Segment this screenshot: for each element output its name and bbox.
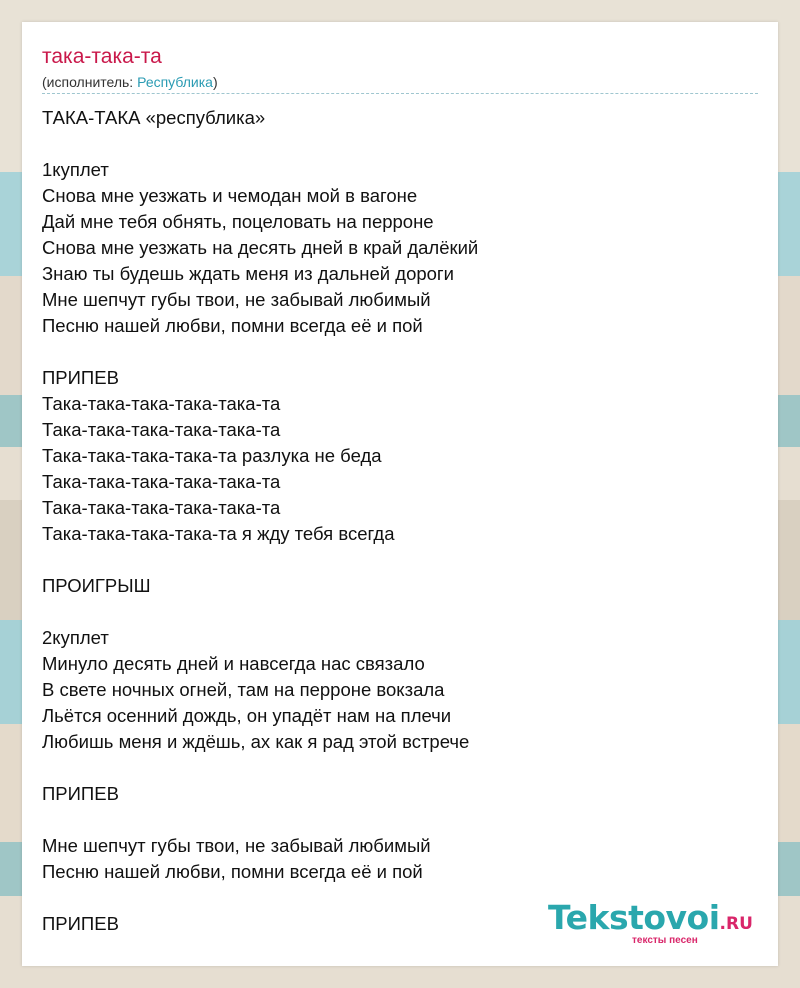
lyric-line: ПРИПЕВ [42,367,119,388]
lyric-blank-line [42,547,478,573]
lyric-line: Така-така-така-така-така-та [42,419,281,440]
lyric-line: Любишь меня и ждёшь, ах как я рад этой встрече [42,731,470,752]
lyric-line: Снова мне уезжать на десять дней в край далёкий [42,237,479,258]
lyric-line: Така-така-така-така-така-та [42,471,281,492]
lyric-line: Мне шепчут губы твои, не забывай любимый [42,835,431,856]
lyric-line: 1куплет [42,159,109,180]
lyric-line: Така-така-така-така-та я жду тебя всегда [42,523,395,544]
lyric-blank-line [42,755,478,781]
lyric-line: В свете ночных огней, там на перроне вокзала [42,679,445,700]
lyric-line: Льётся осенний дождь, он упадёт нам на плечи [42,705,452,726]
lyric-line: Минуло десять дней и навсегда нас связало [42,653,425,674]
lyric-line: Мне шепчут губы твои, не забывай любимый [42,289,431,310]
lyric-line: Песню нашей любви, помни всегда её и пой [42,315,423,336]
lyrics-card [22,22,778,966]
site-logo[interactable] [548,900,758,948]
lyric-blank-line [42,599,478,625]
lyrics-text [42,105,478,937]
lyric-line: Така-така-така-така-та разлука не беда [42,445,382,466]
lyric-line: ПРИПЕВ [42,913,119,934]
lyric-line: ТАКА-ТАКА «республика» [42,107,266,128]
lyric-blank-line [42,807,478,833]
lyric-line: 2куплет [42,627,109,648]
lyric-line: Песню нашей любви, помни всегда её и пой [42,861,423,882]
lyric-line: Дай мне тебя обнять, поцеловать на перроне [42,211,434,232]
song-title: така-така-та [42,45,162,68]
performer-line [42,73,218,91]
lyric-line: ПРИПЕВ [42,783,119,804]
performer-link[interactable]: Республика [137,74,213,90]
lyric-line: Снова мне уезжать и чемодан мой в вагоне [42,185,418,206]
lyric-line: ПРОИГРЫШ [42,575,151,596]
lyric-line: Знаю ты будешь ждать меня из дальней дороги [42,263,455,284]
performer-suffix: ) [212,74,218,90]
logo-tld: .RU [719,914,753,934]
lyric-line: Така-така-така-така-така-та [42,393,281,414]
lyric-line: Така-така-така-така-така-та [42,497,281,518]
lyric-blank-line [42,885,478,911]
logo-name: Tekstovoi [548,898,720,937]
title-divider [42,93,758,94]
performer-prefix: (исполнитель: [42,74,138,90]
logo-tagline: тексты песен [632,935,698,946]
lyric-blank-line [42,339,478,365]
lyric-blank-line [42,131,478,157]
